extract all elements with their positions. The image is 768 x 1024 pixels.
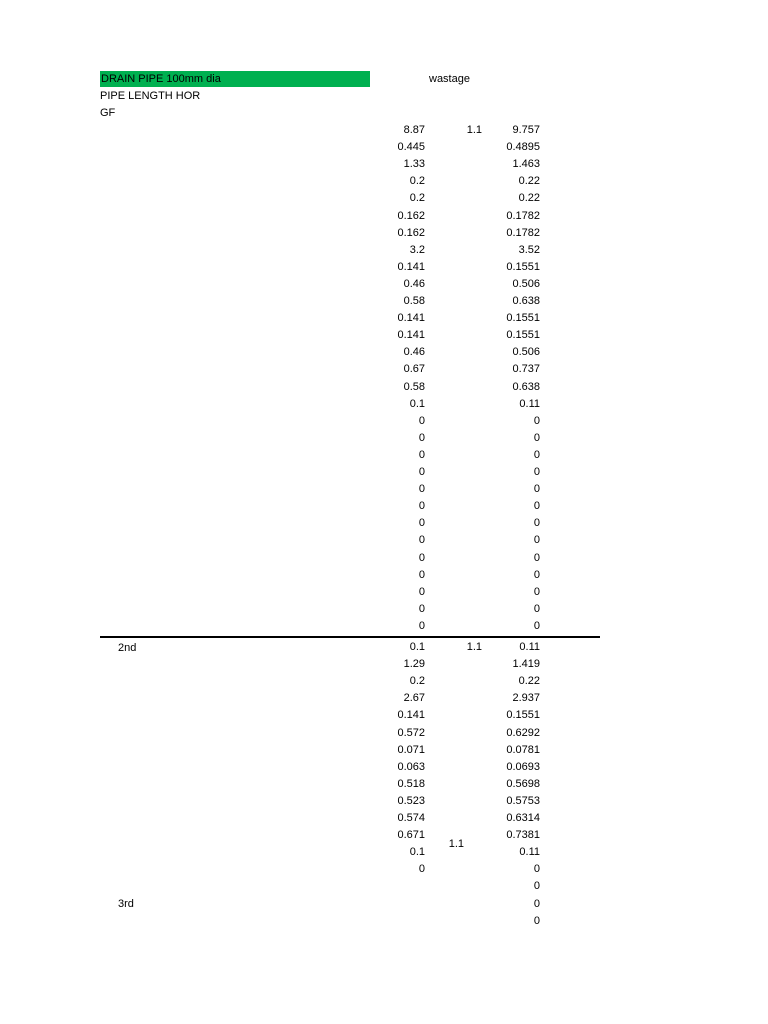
result-cell[interactable]: 0 [533, 585, 540, 598]
length-cell[interactable]: 0 [418, 619, 425, 632]
table-row [0, 481, 768, 498]
result-cell[interactable]: 0 [533, 602, 540, 615]
table-row [0, 601, 768, 618]
gf-label[interactable]: GF [100, 107, 116, 119]
length-cell[interactable]: 0.46 [403, 277, 425, 290]
result-cell[interactable]: 0.11 [519, 846, 540, 859]
length-cell[interactable]: 0.572 [397, 726, 425, 739]
length-cell[interactable]: 0.071 [397, 743, 425, 756]
table-row [0, 656, 768, 673]
table-row [0, 430, 768, 447]
table-row [0, 759, 768, 776]
length-cell[interactable]: 0.1 [409, 846, 425, 859]
table-row [0, 550, 768, 567]
result-cell[interactable]: 0.1782 [506, 226, 540, 239]
table-row [0, 190, 768, 207]
result-cell[interactable]: 0.638 [512, 295, 540, 307]
result-cell[interactable]: 1.463 [512, 158, 540, 171]
result-cell[interactable]: 0 [533, 448, 540, 461]
table-row [0, 567, 768, 584]
table-row [0, 173, 768, 190]
factor-cell[interactable]: 1.1 [466, 124, 482, 136]
table-row [0, 413, 768, 430]
result-cell[interactable]: 0 [533, 551, 540, 564]
result-cell[interactable]: 0 [533, 517, 540, 530]
pipe-length-label[interactable]: PIPE LENGTH HOR [100, 90, 201, 102]
length-cell[interactable]: 0 [418, 517, 425, 530]
result-cell[interactable]: 0 [533, 880, 540, 893]
title-cell[interactable] [100, 71, 370, 87]
result-cell[interactable]: 0.506 [512, 346, 540, 359]
table-row [0, 498, 768, 515]
length-cell[interactable]: 0 [418, 585, 425, 598]
result-cell[interactable]: 0.506 [512, 277, 540, 290]
table-row [0, 532, 768, 549]
table-row [0, 896, 768, 913]
result-cell[interactable]: 0 [533, 534, 540, 547]
result-cell[interactable]: 0 [533, 897, 540, 910]
table-row [0, 259, 768, 276]
result-cell[interactable]: 0.5753 [506, 794, 540, 807]
wastage-header[interactable]: wastage [429, 73, 470, 85]
result-cell[interactable]: 0 [533, 914, 540, 927]
result-cell[interactable]: 0.22 [518, 675, 540, 688]
length-cell[interactable]: 0.1 [409, 641, 425, 653]
result-cell[interactable]: 3.52 [518, 243, 540, 256]
title-text: DRAIN PIPE 100mm dia [101, 73, 221, 85]
result-cell[interactable]: 0.11 [519, 397, 540, 410]
result-cell[interactable]: 2.937 [512, 692, 540, 705]
table-row [0, 776, 768, 793]
result-cell[interactable]: 0.22 [518, 192, 540, 205]
length-cell[interactable]: 0.063 [397, 760, 425, 773]
result-cell[interactable]: 0 [533, 619, 540, 632]
length-cell[interactable]: 0 [418, 568, 425, 581]
length-cell[interactable]: 0 [418, 602, 425, 615]
length-cell[interactable]: 0 [418, 551, 425, 564]
section-divider [100, 636, 600, 638]
table-row [0, 673, 768, 690]
length-cell[interactable]: 0.141 [397, 709, 425, 722]
length-cell[interactable]: 0 [418, 466, 425, 478]
result-cell[interactable]: 0 [533, 863, 540, 876]
table-row [0, 878, 768, 895]
length-cell[interactable]: 0.46 [403, 346, 425, 359]
table-row [0, 861, 768, 878]
length-cell[interactable]: 0.1 [409, 397, 425, 410]
table-row [0, 690, 768, 707]
table-row [0, 844, 768, 861]
table-row [0, 810, 768, 827]
length-cell[interactable]: 0.141 [397, 312, 425, 325]
result-cell[interactable]: 0 [533, 500, 540, 513]
result-cell[interactable]: 0.4895 [506, 141, 540, 154]
table-row [0, 208, 768, 225]
result-cell[interactable]: 0.737 [512, 363, 540, 376]
table-row [0, 122, 768, 139]
length-cell[interactable]: 0.58 [403, 295, 425, 307]
length-cell[interactable]: 0 [418, 414, 425, 427]
table-row [0, 242, 768, 259]
length-cell[interactable]: 0.141 [397, 260, 425, 273]
table-row [0, 327, 768, 344]
length-cell[interactable]: 0.523 [397, 794, 425, 807]
table-row [0, 725, 768, 742]
result-cell[interactable]: 0.0781 [506, 743, 540, 756]
second-floor-label[interactable]: 2nd [118, 642, 137, 654]
table-row [0, 344, 768, 361]
table-row [0, 361, 768, 378]
result-cell[interactable]: 0.1551 [506, 312, 540, 325]
length-cell[interactable]: 0.2 [409, 175, 425, 188]
result-cell[interactable]: 0.7381 [506, 829, 540, 842]
length-cell[interactable]: 0.162 [397, 209, 425, 222]
result-cell[interactable]: 0 [533, 466, 540, 478]
result-cell[interactable]: 1.419 [512, 658, 540, 671]
length-cell[interactable]: 0.445 [397, 141, 425, 154]
length-cell[interactable]: 0.162 [397, 226, 425, 239]
table-row [0, 447, 768, 464]
length-cell[interactable]: 0.67 [403, 363, 425, 376]
result-cell[interactable]: 0.6292 [506, 726, 540, 739]
result-cell[interactable]: 0.6314 [506, 812, 540, 824]
merged-factor-cell[interactable]: 1.1 [448, 838, 464, 850]
factor-cell[interactable]: 1.1 [466, 641, 482, 653]
table-row [0, 379, 768, 396]
length-cell[interactable]: 0.141 [397, 329, 425, 342]
result-cell[interactable]: 0.11 [519, 641, 540, 653]
length-cell[interactable]: 0 [418, 863, 425, 876]
length-cell[interactable]: 3.2 [409, 243, 425, 256]
result-cell[interactable]: 9.757 [512, 124, 540, 136]
length-cell[interactable]: 0 [418, 431, 425, 444]
result-cell[interactable]: 0.1551 [506, 260, 540, 273]
length-cell[interactable]: 0 [418, 448, 425, 461]
table-row [0, 293, 768, 310]
result-cell[interactable]: 0.5698 [506, 777, 540, 790]
length-cell[interactable]: 1.29 [403, 658, 425, 671]
result-cell[interactable]: 0 [533, 431, 540, 444]
table-row [0, 139, 768, 156]
table-row [0, 707, 768, 724]
result-cell[interactable]: 0.0693 [506, 760, 540, 773]
result-cell[interactable]: 0 [533, 414, 540, 427]
length-cell[interactable]: 0.2 [409, 192, 425, 205]
table-row [0, 396, 768, 413]
table-row [0, 639, 768, 656]
length-cell[interactable]: 0 [418, 534, 425, 547]
length-cell[interactable]: 8.87 [403, 124, 425, 136]
length-cell[interactable]: 0.574 [397, 812, 425, 824]
table-row [0, 742, 768, 759]
table-row [0, 913, 768, 930]
table-row [0, 464, 768, 481]
result-cell[interactable]: 0.1551 [506, 329, 540, 342]
result-cell[interactable]: 0 [533, 568, 540, 581]
result-cell[interactable]: 0.638 [512, 380, 540, 393]
length-cell[interactable]: 0.2 [409, 675, 425, 688]
table-row [0, 156, 768, 173]
table-row [0, 515, 768, 532]
table-row [0, 618, 768, 635]
length-cell[interactable]: 0.671 [397, 829, 425, 842]
table-row [0, 827, 768, 844]
table-row [0, 584, 768, 601]
result-cell[interactable]: 0.22 [518, 175, 540, 188]
table-row [0, 225, 768, 242]
length-cell[interactable]: 1.33 [403, 158, 425, 171]
length-cell[interactable]: 0.58 [403, 380, 425, 393]
third-floor-label[interactable]: 3rd [118, 898, 134, 910]
result-cell[interactable]: 0 [533, 483, 540, 496]
result-cell[interactable]: 0.1551 [506, 709, 540, 722]
table-row [0, 310, 768, 327]
length-cell[interactable]: 0 [418, 483, 425, 496]
length-cell[interactable]: 0 [418, 500, 425, 513]
length-cell[interactable]: 2.67 [403, 692, 425, 705]
table-row [0, 276, 768, 293]
length-cell[interactable]: 0.518 [397, 777, 425, 790]
result-cell[interactable]: 0.1782 [506, 209, 540, 222]
table-row [0, 793, 768, 810]
